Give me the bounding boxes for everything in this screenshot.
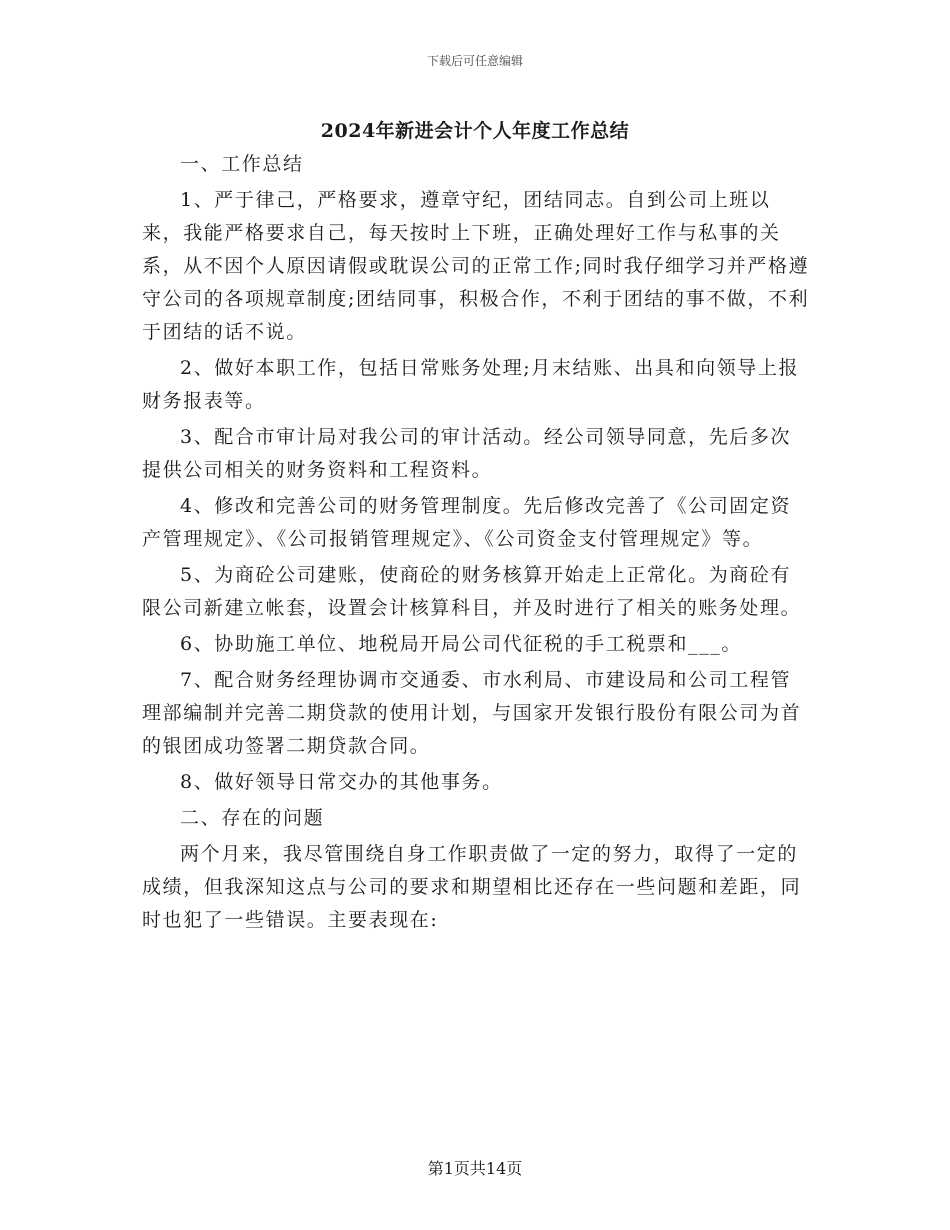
paragraph-item-1: 1、严于律己，严格要求，遵章守纪，团结同志。自到公司上班以来，我能严格要求自己，每天按时上下班，正确处理好工作与私事的关系，从不因个人原因请假或耽误公司的正常工作;同时我仔细学习并严格遵守公司的各项规章制度;团结同事，积极合作，不利于团结的事不做，不利于团结的话不说。 (142, 189, 810, 343)
paragraph-item-4: 4、修改和完善公司的财务管理制度。先后修改完善了《公司固定资产管理规定》、《公司报销管理规定》、《公司资金支付管理规定》等。 (142, 495, 792, 550)
paragraph-item-6: 6、协助施工单位、地税局开局公司代征税的手工税票和___。 (180, 633, 742, 655)
paragraph-item-2: 2、做好本职工作，包括日常账务处理;月末结账、出具和向领导上报财务报表等。 (142, 357, 800, 412)
page-header-note: 下载后可任意编辑 (426, 54, 523, 68)
document-body (142, 148, 810, 940)
paragraph-item-3: 3、配合市审计局对我公司的审计活动。经公司领导同意，先后多次提供公司相关的财务资料和工程资料。 (142, 426, 792, 481)
section-heading-problems: 二、存在的问题 (180, 807, 325, 829)
section-heading-work-summary: 一、工作总结 (180, 153, 304, 175)
paragraph-item-5: 5、为商砼公司建账，使商砼的财务核算开始走上正常化。为商砼有限公司新建立帐套，设置会计核算科目，并及时进行了相关的账务处理。 (142, 564, 802, 619)
paragraph-item-8: 8、做好领导日常交办的其他事务。 (180, 771, 503, 793)
page-number: 第1页共14页 (427, 1159, 523, 1178)
document-title: 2024年新进会计个人年度工作总结 (320, 120, 630, 142)
paragraph-problems-intro: 两个月来，我尽管围绕自身工作职责做了一定的努力，取得了一定的成绩，但我深知这点与公司的要求和期望相比还存在一些问题和差距，同时也犯了一些错误。主要表现在: (142, 843, 802, 931)
paragraph-item-7: 7、配合财务经理协调市交通委、市水利局、市建设局和公司工程管理部编制并完善二期贷款的使用计划，与国家开发银行股份有限公司为首的银团成功签署二期贷款合同。 (142, 669, 802, 757)
